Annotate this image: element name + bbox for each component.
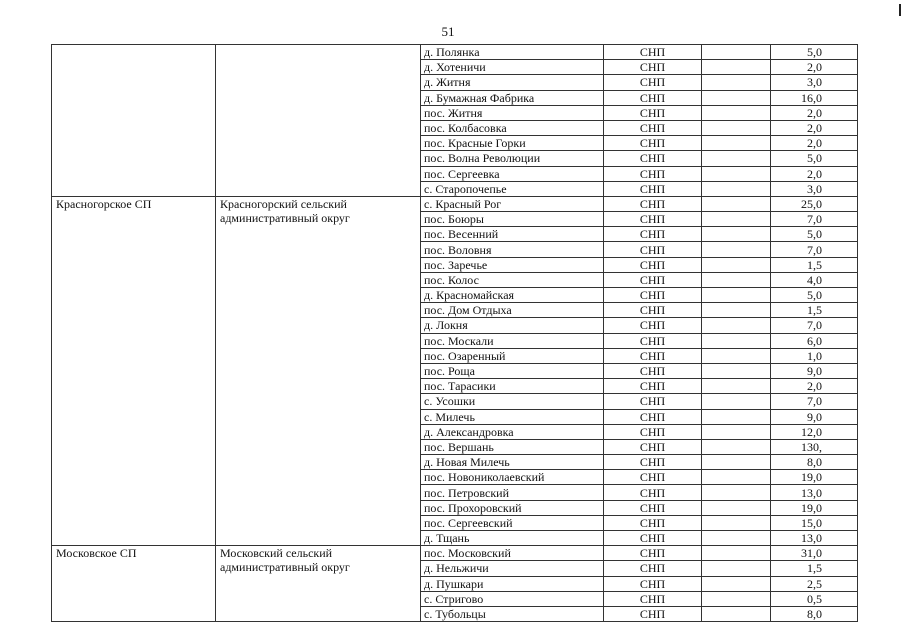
locality-code-cell: СНП: [604, 394, 702, 409]
value-cell: 2,5: [771, 576, 858, 591]
district-cell: [216, 45, 421, 197]
empty-cell: [702, 90, 771, 105]
empty-cell: [702, 379, 771, 394]
settlement-cell: Московское СП: [52, 546, 216, 622]
locality-code-cell: СНП: [604, 166, 702, 181]
value-cell: 0,5: [771, 591, 858, 606]
value-cell: 5,0: [771, 151, 858, 166]
locality-name-cell: пос. Прохоровский: [421, 500, 604, 515]
empty-cell: [702, 439, 771, 454]
settlements-table: [51, 44, 858, 622]
value-cell: 2,0: [771, 105, 858, 120]
empty-cell: [702, 288, 771, 303]
locality-code-cell: СНП: [604, 591, 702, 606]
locality-name-cell: д. Красномайская: [421, 288, 604, 303]
table-row: [52, 196, 858, 211]
locality-name-cell: пос. Московский: [421, 546, 604, 561]
value-cell: 1,5: [771, 257, 858, 272]
empty-cell: [702, 394, 771, 409]
locality-name-cell: пос. Воловня: [421, 242, 604, 257]
locality-code-cell: СНП: [604, 303, 702, 318]
locality-code-cell: СНП: [604, 363, 702, 378]
value-cell: 9,0: [771, 363, 858, 378]
locality-code-cell: СНП: [604, 546, 702, 561]
locality-code-cell: СНП: [604, 348, 702, 363]
locality-name-cell: пос. Заречье: [421, 257, 604, 272]
value-cell: 8,0: [771, 455, 858, 470]
empty-cell: [702, 105, 771, 120]
district-cell: Красногорский сельский административный округ: [216, 196, 421, 545]
locality-code-cell: СНП: [604, 409, 702, 424]
locality-code-cell: СНП: [604, 455, 702, 470]
locality-name-cell: пос. Дом Отдыха: [421, 303, 604, 318]
locality-code-cell: СНП: [604, 424, 702, 439]
value-cell: 2,0: [771, 60, 858, 75]
locality-code-cell: СНП: [604, 227, 702, 242]
empty-cell: [702, 166, 771, 181]
locality-code-cell: СНП: [604, 485, 702, 500]
locality-name-cell: д. Пушкари: [421, 576, 604, 591]
empty-cell: [702, 500, 771, 515]
locality-code-cell: СНП: [604, 75, 702, 90]
value-cell: 5,0: [771, 288, 858, 303]
table-row: [52, 546, 858, 561]
value-cell: 2,0: [771, 136, 858, 151]
locality-code-cell: СНП: [604, 45, 702, 60]
district-cell: Московский сельский административный округ: [216, 546, 421, 622]
locality-name-cell: с. Старопочепье: [421, 181, 604, 196]
locality-name-cell: с. Тубольцы: [421, 606, 604, 621]
empty-cell: [702, 561, 771, 576]
page-number: 51: [441, 24, 455, 39]
empty-cell: [702, 303, 771, 318]
empty-cell: [702, 409, 771, 424]
value-cell: 5,0: [771, 227, 858, 242]
empty-cell: [702, 531, 771, 546]
locality-name-cell: пос. Роща: [421, 363, 604, 378]
locality-code-cell: СНП: [604, 136, 702, 151]
value-cell: 16,0: [771, 90, 858, 105]
locality-name-cell: д. Нельжичи: [421, 561, 604, 576]
locality-code-cell: СНП: [604, 439, 702, 454]
locality-name-cell: пос. Озаренный: [421, 348, 604, 363]
empty-cell: [702, 591, 771, 606]
value-cell: 7,0: [771, 242, 858, 257]
value-cell: 13,0: [771, 531, 858, 546]
empty-cell: [702, 576, 771, 591]
locality-name-cell: с. Усошки: [421, 394, 604, 409]
locality-name-cell: д. Локня: [421, 318, 604, 333]
locality-code-cell: СНП: [604, 561, 702, 576]
empty-cell: [702, 75, 771, 90]
locality-name-cell: д. Тщань: [421, 531, 604, 546]
settlement-cell: [52, 45, 216, 197]
value-cell: 7,0: [771, 394, 858, 409]
locality-name-cell: пос. Боюры: [421, 212, 604, 227]
locality-code-cell: СНП: [604, 181, 702, 196]
settlement-cell: Красногорское СП: [52, 196, 216, 545]
locality-name-cell: пос. Петровский: [421, 485, 604, 500]
locality-code-cell: СНП: [604, 500, 702, 515]
locality-name-cell: пос. Сергеевка: [421, 166, 604, 181]
locality-code-cell: СНП: [604, 272, 702, 287]
empty-cell: [702, 196, 771, 211]
empty-cell: [702, 257, 771, 272]
value-cell: 2,0: [771, 166, 858, 181]
value-cell: 2,0: [771, 379, 858, 394]
settlements-table-body: [52, 45, 858, 622]
value-cell: 19,0: [771, 470, 858, 485]
value-cell: 1,0: [771, 348, 858, 363]
value-cell: 6,0: [771, 333, 858, 348]
locality-code-cell: СНП: [604, 576, 702, 591]
value-cell: 9,0: [771, 409, 858, 424]
empty-cell: [702, 272, 771, 287]
locality-name-cell: пос. Житня: [421, 105, 604, 120]
locality-code-cell: СНП: [604, 242, 702, 257]
empty-cell: [702, 470, 771, 485]
locality-name-cell: пос. Сергеевский: [421, 515, 604, 530]
empty-cell: [702, 242, 771, 257]
empty-cell: [702, 151, 771, 166]
locality-code-cell: СНП: [604, 606, 702, 621]
value-cell: 15,0: [771, 515, 858, 530]
value-cell: 7,0: [771, 318, 858, 333]
locality-name-cell: пос. Колос: [421, 272, 604, 287]
locality-name-cell: пос. Новониколаевский: [421, 470, 604, 485]
value-cell: 19,0: [771, 500, 858, 515]
empty-cell: [702, 348, 771, 363]
empty-cell: [702, 546, 771, 561]
value-cell: 1,5: [771, 303, 858, 318]
value-cell: 5,0: [771, 45, 858, 60]
locality-name-cell: пос. Москали: [421, 333, 604, 348]
table-row: [52, 45, 858, 60]
locality-name-cell: пос. Вершань: [421, 439, 604, 454]
empty-cell: [702, 424, 771, 439]
value-cell: 1,5: [771, 561, 858, 576]
locality-code-cell: СНП: [604, 105, 702, 120]
empty-cell: [702, 227, 771, 242]
locality-name-cell: пос. Красные Горки: [421, 136, 604, 151]
empty-cell: [702, 515, 771, 530]
empty-cell: [702, 136, 771, 151]
locality-code-cell: СНП: [604, 257, 702, 272]
locality-name-cell: д. Житня: [421, 75, 604, 90]
empty-cell: [702, 60, 771, 75]
value-cell: 130,: [771, 439, 858, 454]
value-cell: 13,0: [771, 485, 858, 500]
value-cell: 3,0: [771, 181, 858, 196]
locality-name-cell: пос. Весенний: [421, 227, 604, 242]
value-cell: 3,0: [771, 75, 858, 90]
locality-name-cell: д. Полянка: [421, 45, 604, 60]
locality-code-cell: СНП: [604, 515, 702, 530]
locality-name-cell: д. Бумажная Фабрика: [421, 90, 604, 105]
value-cell: 8,0: [771, 606, 858, 621]
empty-cell: [702, 120, 771, 135]
locality-name-cell: д. Хотеничи: [421, 60, 604, 75]
value-cell: 12,0: [771, 424, 858, 439]
locality-name-cell: с. Стригово: [421, 591, 604, 606]
locality-code-cell: СНП: [604, 318, 702, 333]
locality-code-cell: СНП: [604, 196, 702, 211]
locality-name-cell: д. Александровка: [421, 424, 604, 439]
value-cell: 25,0: [771, 196, 858, 211]
locality-code-cell: СНП: [604, 470, 702, 485]
locality-code-cell: СНП: [604, 531, 702, 546]
empty-cell: [702, 363, 771, 378]
empty-cell: [702, 455, 771, 470]
locality-code-cell: СНП: [604, 379, 702, 394]
empty-cell: [702, 181, 771, 196]
empty-cell: [702, 333, 771, 348]
locality-name-cell: пос. Тарасики: [421, 379, 604, 394]
value-cell: 4,0: [771, 272, 858, 287]
locality-code-cell: СНП: [604, 333, 702, 348]
value-cell: 31,0: [771, 546, 858, 561]
scan-edge-mark: [899, 4, 901, 16]
empty-cell: [702, 485, 771, 500]
value-cell: 7,0: [771, 212, 858, 227]
empty-cell: [702, 606, 771, 621]
empty-cell: [702, 212, 771, 227]
locality-code-cell: СНП: [604, 151, 702, 166]
locality-code-cell: СНП: [604, 60, 702, 75]
empty-cell: [702, 45, 771, 60]
value-cell: 2,0: [771, 120, 858, 135]
locality-name-cell: с. Красный Рог: [421, 196, 604, 211]
locality-name-cell: пос. Волна Революции: [421, 151, 604, 166]
locality-name-cell: д. Новая Милечь: [421, 455, 604, 470]
locality-code-cell: СНП: [604, 288, 702, 303]
locality-code-cell: СНП: [604, 212, 702, 227]
locality-code-cell: СНП: [604, 90, 702, 105]
locality-name-cell: с. Милечь: [421, 409, 604, 424]
locality-code-cell: СНП: [604, 120, 702, 135]
locality-name-cell: пос. Колбасовка: [421, 120, 604, 135]
empty-cell: [702, 318, 771, 333]
